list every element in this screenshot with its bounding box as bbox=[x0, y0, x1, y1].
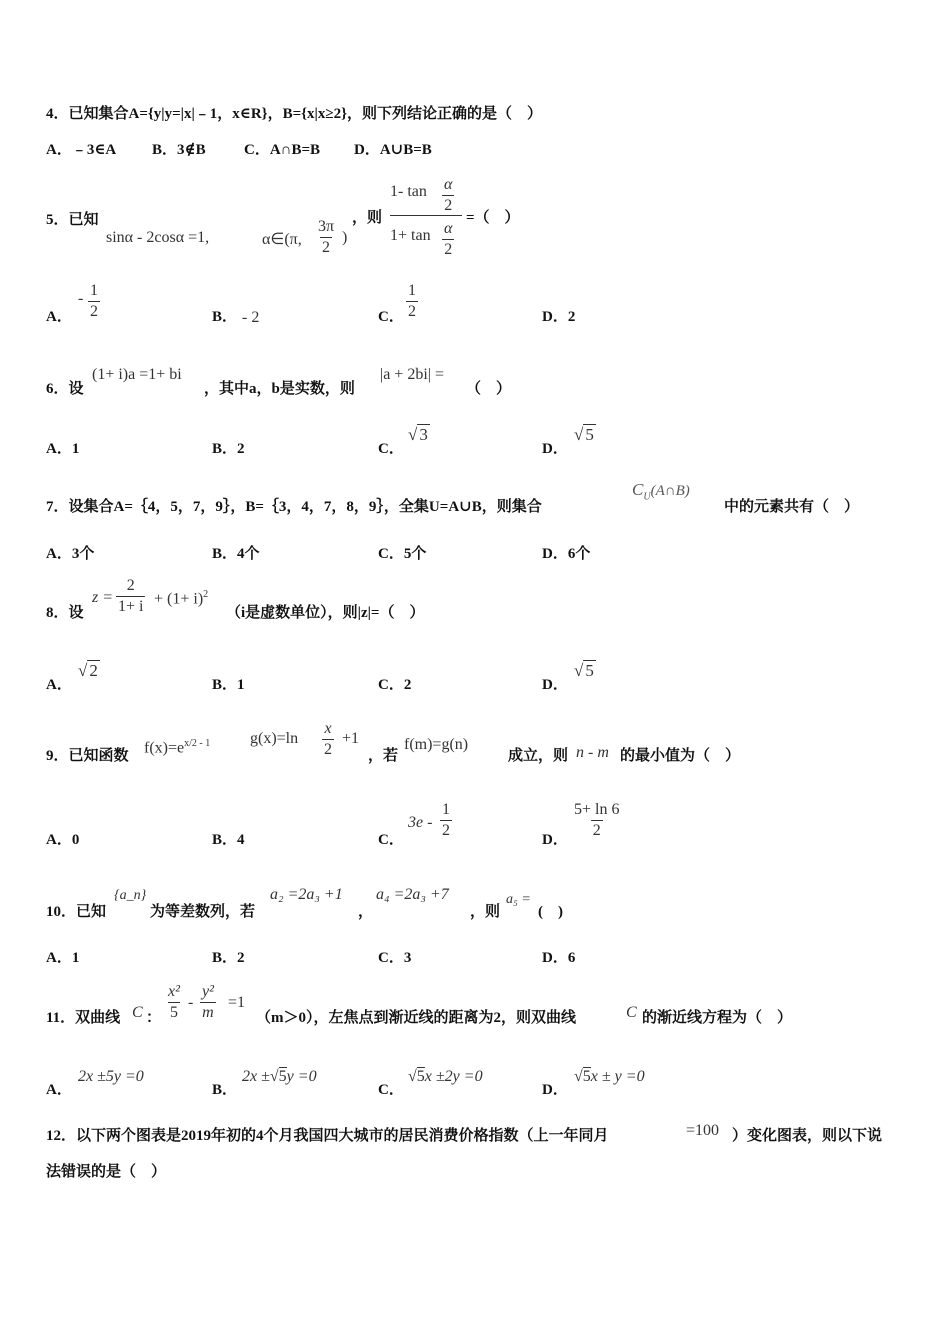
q5-range-den: 2 bbox=[322, 239, 331, 256]
q4-option-d: D．A∪B=B bbox=[354, 142, 432, 158]
q7-option-d: D．6个 bbox=[542, 546, 591, 562]
q5-option-a-label: A． bbox=[46, 309, 72, 325]
q10-middle-2: ，则 bbox=[470, 904, 501, 920]
q11-option-b-label: B． bbox=[212, 1082, 238, 1098]
question-4-stem: 4．已知集合A={y|y=|x|﹣1，x∈R}，B={x|x≥2}，则下列结论正确的是（ ） bbox=[46, 106, 543, 122]
q9-d-num: 5+ ln 6 bbox=[574, 801, 620, 818]
q8-frac-den: 1+ i bbox=[118, 598, 144, 615]
q5-two-1: 2 bbox=[444, 197, 453, 214]
q9-g-fraction bbox=[322, 719, 334, 760]
q5-condition: sinα - 2cosα =1, bbox=[106, 229, 210, 246]
q8-option-d-label: D． bbox=[542, 677, 568, 693]
q9-middle: ，若 bbox=[368, 748, 399, 764]
q10-tail: ( ) bbox=[538, 904, 563, 920]
q11-minus: - bbox=[188, 994, 194, 1011]
question-5-label: 5．已知 bbox=[46, 212, 99, 228]
q5-expr-num: 1- tan bbox=[390, 183, 427, 200]
q6-middle: ，其中a，b是实数，则 bbox=[204, 381, 355, 397]
q5-a-num: 1 bbox=[90, 282, 98, 299]
q5-range-fraction bbox=[316, 217, 336, 258]
q4-option-a: A．﹣3∈A bbox=[46, 142, 117, 158]
question-7-stem: 7．设集合A=｛4，5，7，9｝，B=｛3，4，7，8，9｝，全集U=A∪B，则集合 bbox=[46, 499, 542, 515]
q6-option-c-sqrt: √ 3 bbox=[408, 425, 428, 444]
q7-option-c: C．5个 bbox=[378, 546, 427, 562]
q10-equation-1: a₂ =2a₃ +1 bbox=[270, 886, 343, 903]
q9-tail: 的最小值为（ ） bbox=[620, 748, 741, 764]
q9-g-tail: +1 bbox=[342, 730, 360, 747]
q7-option-a: A．3个 bbox=[46, 546, 95, 562]
q5-option-c-value bbox=[406, 281, 418, 322]
q11-five: 5 bbox=[169, 1004, 178, 1021]
q12-line-1-tail: ）变化图表，则以下说 bbox=[732, 1128, 883, 1144]
q7-expr-c: C bbox=[632, 480, 644, 499]
q6-option-b: B．2 bbox=[212, 441, 245, 457]
q8-plus-term bbox=[154, 589, 208, 608]
q9-condition: f(m)=g(n) bbox=[404, 736, 469, 753]
q5-option-d: D．2 bbox=[542, 309, 576, 325]
q8-z: z = bbox=[92, 589, 114, 606]
q9-g-num: x bbox=[324, 720, 332, 737]
q5-alpha-1: α bbox=[444, 176, 453, 193]
question-10-label: 10．已知 bbox=[46, 904, 107, 920]
q10-option-b: B．2 bbox=[212, 950, 245, 966]
q5-option-c-label: C． bbox=[378, 309, 404, 325]
q11-equals: =1 bbox=[228, 994, 246, 1011]
q9-c-num: 1 bbox=[442, 801, 450, 818]
q12-equals-100: =100 bbox=[686, 1122, 720, 1139]
q10-equation-2: a₄ =2a₃ +7 bbox=[376, 886, 449, 903]
q11-d-radicand: 5 bbox=[582, 1068, 591, 1085]
q11-colon: ： bbox=[146, 1010, 162, 1026]
q8-option-a-label: A． bbox=[46, 677, 72, 693]
q11-option-d-value: √5x ± y =0 bbox=[574, 1068, 645, 1085]
q8-plus: + (1+ i) bbox=[154, 590, 204, 608]
q7-expr-sub: U bbox=[643, 491, 651, 503]
q11-tail: 的渐近线方程为（ ） bbox=[642, 1010, 793, 1026]
q4-option-c: C．A∩B=B bbox=[244, 142, 321, 158]
question-12-line-2: 法错误的是（ ） bbox=[46, 1164, 167, 1180]
question-6-label: 6．设 bbox=[46, 381, 84, 397]
q4-option-b: B．3∉B bbox=[152, 142, 206, 158]
question-11-label: 11．双曲线 bbox=[46, 1010, 121, 1026]
q5-range: α∈(π, bbox=[262, 231, 302, 248]
q5-c-den: 2 bbox=[408, 303, 416, 320]
q10-option-c: C．3 bbox=[378, 950, 412, 966]
q11-c-post: x ±2y =0 bbox=[424, 1068, 483, 1085]
q8-a-radicand: 2 bbox=[89, 661, 98, 680]
q5-option-a-value bbox=[88, 281, 100, 322]
q11-y-fraction bbox=[200, 982, 216, 1023]
question-8-label: 8．设 bbox=[46, 605, 84, 621]
q6-equation: (1+ i)a =1+ bi bbox=[92, 366, 182, 383]
q5-two-2: 2 bbox=[444, 241, 453, 258]
q6-d-radicand: 5 bbox=[585, 425, 594, 444]
q6-tail: （ ） bbox=[466, 381, 512, 397]
q6-option-d-label: D． bbox=[542, 441, 568, 457]
q9-option-c-label: C． bbox=[378, 832, 404, 848]
q9-option-c-fraction bbox=[440, 800, 452, 841]
q11-option-a-label: A． bbox=[46, 1082, 72, 1098]
q5-expr-den-alpha bbox=[442, 219, 454, 260]
q9-f-exponent: x/2 - 1 bbox=[184, 738, 211, 749]
q9-g-definition: g(x)=ln bbox=[250, 730, 299, 747]
q11-curve-c-2: C bbox=[626, 1004, 637, 1021]
q5-tail: =（ ） bbox=[466, 210, 520, 226]
q8-d-radicand: 5 bbox=[585, 661, 594, 680]
q11-c-radicand: 5 bbox=[416, 1068, 425, 1085]
q5-option-a-sign: - bbox=[78, 290, 84, 307]
q11-x-fraction bbox=[166, 982, 182, 1023]
q11-b-post: y =0 bbox=[286, 1068, 317, 1085]
q11-b-radicand: 5 bbox=[278, 1068, 287, 1085]
question-12-line-1: 12．以下两个图表是2019年初的4个月我国四大城市的居民消费价格指数（上一年同月 bbox=[46, 1128, 609, 1144]
q10-sequence: {a_n} bbox=[114, 888, 147, 903]
q7-complement-expression bbox=[632, 480, 690, 502]
q5-range-num: 3π bbox=[318, 218, 335, 235]
q8-fraction bbox=[116, 576, 145, 617]
q10-option-d: D．6 bbox=[542, 950, 576, 966]
q9-n-minus-m: n - m bbox=[576, 744, 609, 761]
q5-option-b-label: B． bbox=[212, 309, 238, 325]
q9-f: f(x)=e bbox=[144, 739, 185, 757]
q7-expr-rest: (A∩B) bbox=[650, 483, 690, 499]
q9-option-b: B．4 bbox=[212, 832, 245, 848]
q5-c-num: 1 bbox=[408, 282, 416, 299]
q6-option-c-label: C． bbox=[378, 441, 404, 457]
q11-option-c-label: C． bbox=[378, 1082, 404, 1098]
q11-b-pre: 2x ± bbox=[242, 1068, 270, 1085]
q8-option-d-sqrt: √ 5 bbox=[574, 661, 594, 680]
q5-option-b-value: - 2 bbox=[242, 309, 260, 326]
q10-middle: 为等差数列，若 bbox=[150, 904, 256, 920]
q8-option-c: C．2 bbox=[378, 677, 412, 693]
q6-option-a: A．1 bbox=[46, 441, 80, 457]
q8-option-b: B．1 bbox=[212, 677, 245, 693]
q11-option-b-value: 2x ±√5y =0 bbox=[242, 1068, 317, 1085]
question-9-label: 9．已知函数 bbox=[46, 748, 129, 764]
q9-d-den: 2 bbox=[592, 822, 601, 839]
q9-option-c-pre: 3e - bbox=[408, 814, 433, 831]
q9-option-a: A．0 bbox=[46, 832, 80, 848]
q8-option-a-sqrt: √ 2 bbox=[78, 661, 98, 680]
q9-middle-2: 成立，则 bbox=[508, 748, 569, 764]
q9-option-d-label: D． bbox=[542, 832, 568, 848]
q11-option-d-label: D． bbox=[542, 1082, 568, 1098]
q11-curve-c: C bbox=[132, 1004, 143, 1021]
q5-expr-num-alpha bbox=[442, 175, 454, 216]
q11-condition: （m＞0），左焦点到渐近线的距离为2，则双曲线 bbox=[256, 1010, 576, 1026]
q10-option-a: A．1 bbox=[46, 950, 80, 966]
q7-option-b: B．4个 bbox=[212, 546, 260, 562]
q9-option-d-fraction bbox=[572, 800, 621, 841]
q6-c-radicand: 3 bbox=[419, 425, 428, 444]
q11-y2: y² bbox=[202, 983, 214, 1000]
q11-m: m bbox=[202, 1004, 214, 1021]
q6-option-d-sqrt: √ 5 bbox=[574, 425, 594, 444]
q5-range-close: ) bbox=[342, 229, 348, 246]
q8-frac-num: 2 bbox=[126, 577, 135, 594]
q5-a-den: 2 bbox=[90, 303, 98, 320]
q11-d-post: x ± y =0 bbox=[590, 1068, 645, 1085]
q11-x2: x² bbox=[168, 983, 180, 1000]
q5-main-fraction-bar bbox=[390, 215, 462, 216]
q9-c-den: 2 bbox=[442, 822, 450, 839]
q10-a5: a₅ = bbox=[506, 892, 531, 907]
q9-f-definition bbox=[144, 738, 210, 757]
q11-option-c-value: √5x ±2y =0 bbox=[408, 1068, 483, 1085]
q11-option-a-value: 2x ±5y =0 bbox=[78, 1068, 144, 1085]
q9-g-den: 2 bbox=[324, 741, 332, 758]
q6-abs-expression: |a + 2bi| = bbox=[380, 366, 444, 383]
q5-expr-den: 1+ tan bbox=[390, 227, 431, 244]
q5-then: ，则 bbox=[352, 210, 383, 226]
q5-alpha-2: α bbox=[444, 220, 453, 237]
q7-tail: 中的元素共有（ ） bbox=[724, 499, 860, 515]
q8-middle: （i是虚数单位），则|z|=（ ） bbox=[226, 605, 425, 621]
q8-square: 2 bbox=[203, 589, 209, 600]
q10-comma: ， bbox=[358, 904, 374, 920]
